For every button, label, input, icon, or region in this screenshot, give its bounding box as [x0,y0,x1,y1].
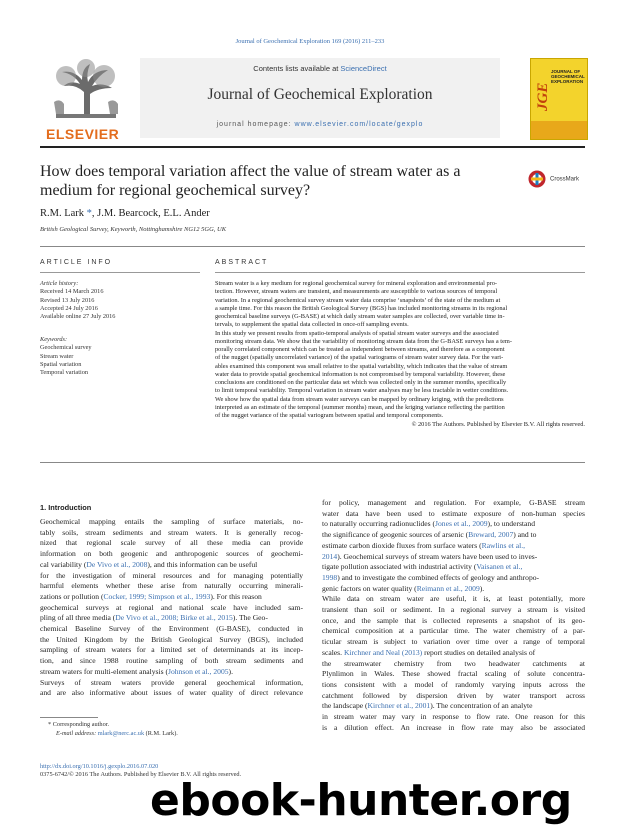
citation-link[interactable]: Rawlins et al., [481,540,526,550]
body-line: for policy, management and regulation. For example, G-BASE stream [322,498,585,507]
body-line: Surveys of stream waters provide general geochemical information, [40,677,303,687]
article-info-heading: ARTICLE INFO [40,259,113,266]
body-text: tigate pollution associated with industrial activity ( [322,562,477,572]
body-line: Geochemical mapping entails the sampling of surface materials, no- [40,517,303,526]
watermark: ebook-hunter.org [150,775,572,826]
abstract-line: In this study we present results from spatio-temporal analysis of spatial stream water surveys and the associated [215,329,499,337]
body-line: once, and the sample that is collected represents a snapshot of its geo- [322,615,585,625]
citation-link[interactable]: De Vivo et al., 2008 [86,559,148,569]
citation-link[interactable]: 1998 [322,572,338,582]
journal-cover[interactable] [530,58,588,140]
history-item: Revised 13 July 2016 [40,296,95,304]
article-info-rule [40,272,200,273]
body-text: ) and to investigate the combined effects of geology and anthropo- [337,572,540,582]
abstract-line: to limit temporal variability. Temporal variation in stream water analyses may be less tractable in wetter conditions. [215,387,509,395]
body-line [40,592,303,603]
body-line [322,541,585,552]
cover-abbrev: JGE [535,82,551,111]
footnote [48,721,178,738]
cover-title: JOURNAL OF GEOCHEMICAL EXPLORATION [551,69,585,84]
body-line [322,648,585,659]
corresponding-author-mark[interactable]: * [86,208,92,219]
author-list [40,208,210,219]
keyword-item: Geochemical survey [40,344,92,352]
citation-link[interactable]: Kirchner and Neal (2013) [343,647,423,657]
abstract-body [215,280,585,429]
abstract-line: We show how the spatial data from stream water surveys can be mapped by ordinary kriging, with the predictions [215,395,504,403]
abstract-line: tection. However, stream waters are transient, and measurements are susceptible to various sources of temporal [215,288,498,296]
affiliation: British Geological Survey, Keyworth, Nottinghamshire NG12 5GG, UK [40,226,227,233]
license-line: 0375-6742/© 2016 The Authors. Published by Elsevier B.V. All rights reserved. [40,771,242,779]
abstract-line: a sample time. For this reason the British Geological Survey (BGS) has included monitoring streams in its regional [215,304,508,312]
body-line: transient than soil or sediment. In a regional survey a stream is visited [322,605,585,615]
body-text: ). The concentration of an analyte [430,701,533,711]
abstract-rule [215,272,585,273]
body-text: the significance of geogenic sources of arsenic ( [322,530,469,540]
citation-link[interactable]: Cocker, 1999; Simpson et al., 1993 [103,591,211,601]
body-line [322,530,585,541]
body-text: cal variability ( [40,559,87,569]
crossmark-label: CrossMark [550,176,580,183]
footnote-rule [40,717,98,718]
body-line [322,584,585,595]
body-line: tion, and since 1988 routine sampling of both stream sediments and [40,656,303,666]
body-column-right [322,498,585,733]
journal-homepage [140,121,500,128]
body-text: ), and this information can be useful [147,559,258,569]
body-line: geochemical surveys at regional and national scale have included sam- [40,602,303,612]
keyword-item: Stream water [40,352,74,360]
abstract-line: conclusions are conditioned on the particular data set which was collected only in the summer months, specifically [215,379,507,387]
body-text: stream waters for multi-element analysis ( [40,666,168,676]
citation-link[interactable]: Vaisanen et al., [476,562,523,572]
abstract-line: tervals, to supplement the spatial data collected in once-off sampling events. [215,321,409,329]
history-item: Received 14 March 2016 [40,288,104,296]
body-line: the United Kingdom by the British Geological Survey (BGS), included [40,634,303,644]
body-line: sampling of stream waters for a limited set of determinands at its incep- [40,645,303,655]
body-line: chemical composition at a particular time. The water chemistry of a par- [322,626,585,636]
body-line: harmful elements whether these arise from naturally occurring minerali- [40,581,303,591]
body-line: in stream water may vary in response to flow rate. One reason for this [322,712,585,722]
abstract-divider [40,462,585,463]
body-line [322,562,585,573]
body-text: pling of all three media ( [40,613,116,623]
body-line: the streamwater chemistry from two headwater catchments at [322,658,585,668]
introduction-heading: 1. Introduction [40,503,92,512]
body-line: ticular stream is subject to variation over time over a range of temporal [322,637,585,647]
article-history [40,280,205,321]
citation-link[interactable]: Kirchner et al., 2001 [367,701,431,711]
body-text: ). [479,583,485,593]
citation-link[interactable]: 2014 [322,551,338,561]
citation-link[interactable]: Reimann et al., 2009 [416,583,480,593]
body-line [40,560,303,571]
history-item: Available online 27 July 2016 [40,313,116,321]
body-line: information on both geogenic and anthropogenic sources of geochemi- [40,549,303,559]
author-others[interactable]: , J.M. Bearcock, E.L. Ander [91,208,210,219]
author-1[interactable]: R.M. Lark [40,208,87,219]
body-text: ). For this reason [210,591,262,601]
body-line: catchment followed by dispersion driven by water transport across [322,690,585,700]
cover-strip [531,121,587,139]
email-label: E-mail address: [56,729,98,737]
abstract-line: ables examined this component was small relative to the spatial variability, which indicates that the value of stream [215,362,508,370]
abstract-line: porally correlated component which can be treated as independent between streams, and therefore as a component [215,346,505,354]
body-line: chemical Baseline Survey of the Environment (G-BASE), conducted in [40,624,303,634]
body-text: to naturally occurring radionuclides ( [322,519,436,529]
authors-divider [40,246,585,247]
abstract-heading: ABSTRACT [215,259,269,266]
elsevier-tree-icon [46,58,126,120]
footnote-email-line [48,730,178,739]
body-line [322,573,585,584]
keyword-item: Temporal variation [40,369,88,377]
title-line-2: medium for regional geochemical survey? [40,182,311,199]
homepage-link[interactable]: www.elsevier.com/locate/gexplo [294,121,424,128]
citation-link[interactable]: De Vivo et al., 2008; Birke et al., 2015 [115,613,233,623]
doi-link[interactable]: http://dx.doi.org/10.1016/j.gexplo.2016.07.020 [40,763,159,770]
body-line: for the investigation of mineral resources and for managing potentially [40,570,303,580]
body-column-left [40,517,303,699]
email-suffix: (R.M. Lark). [144,729,178,737]
abstract-line: variation. In a regional geochemical survey stream water data comprise ‘snapshots’ of the state of the medium at [215,296,501,304]
body-text: ). [228,666,233,676]
citation-link[interactable]: Breward, 2007 [468,530,514,540]
copyright-line: © 2016 The Authors. Published by Elsevier B.V. All rights reserved. [411,420,585,428]
body-line: is a dilution effect. An increase in flow rate may also be associated [322,722,585,732]
body-line [40,613,303,624]
history-item: Accepted 24 July 2016 [40,304,98,312]
body-line: Plynlimon in Wales. These showed fractal scaling of solute concentra- [322,669,585,679]
crossmark-button[interactable] [528,170,598,188]
citation-link[interactable]: Jones et al., 2009 [435,519,488,529]
body-line: nized that regional scale survey of all these media can provide [40,538,303,548]
keywords-label: Keywords: [40,336,68,343]
abstract-line: of the nugget (spatially uncorrelated variance) of the spatial variograms of stream water survey data. For the vari- [215,354,504,362]
contents-line [140,64,500,73]
contents-prefix: Contents lists available at [253,64,341,73]
journal-header [140,58,500,138]
footnote-corresponding: * Corresponding author. [48,721,110,728]
article-title [40,162,480,200]
body-line: water data have been used to estimate exposure of non-human species [322,508,585,518]
journal-title[interactable]: Journal of Geochemical Exploration [207,86,433,103]
body-line [322,701,585,712]
body-text: scales. [322,647,344,657]
abstract-line: geochemical baseline surveys (G-BASE) at which daily stream water samples are collected, over variable time in- [215,313,505,321]
body-text: estimate carbon dioxide fluxes from surface waters ( [322,540,482,550]
body-line [322,552,585,563]
abstract-line: interpreted as an estimate of the temporal (summer months) mean, and the kriging variance reflecting the partition [215,403,505,411]
body-line [322,519,585,530]
homepage-label: journal homepage: [216,121,295,128]
body-text: the landscape ( [322,701,368,711]
body-text: ), to understand [487,519,535,529]
email-link[interactable]: mlark@nerc.ac.uk [97,729,145,737]
abstract-line: of the nugget variance of the spatial variogram between spatial and temporal components. [215,412,444,420]
body-line [40,667,303,678]
body-line: and are also informative about issues of water quality of direct relevance [40,688,303,698]
abstract-line: monitoring stream data. We show that the variability of monitoring stream data from the G-BASE surveys has a tem- [215,337,512,345]
history-label: Article history: [40,280,79,287]
body-text: genic factors on water quality ( [322,583,417,593]
body-text: report studies on detailed analysis of [422,647,536,657]
running-head[interactable]: Journal of Geochemical Exploration 169 (2016) 211–233 [235,38,385,45]
publisher-logo-text: ELSEVIER [46,126,120,142]
body-line: tably soils, stream sediments and stream waters. It is generally recog- [40,527,303,537]
header-divider [40,146,585,148]
crossmark-icon [528,170,546,188]
citation-link[interactable]: Johnson et al., 2005 [168,666,229,676]
keywords [40,336,205,377]
keyword-item: Spatial variation [40,360,82,368]
body-line: tions consistent with a model of randomly varying inputs across the [322,679,585,689]
body-text: zations or pollution ( [40,591,104,601]
abstract-line: Stream water is a key medium for regional geochemical survey for mineral exploration and environmental pro- [215,280,498,287]
body-text: ). Geochemical surveys of stream waters have been used to inves- [337,551,538,561]
title-line-1: How does temporal variation affect the value of stream water as a [40,163,461,180]
body-line: While data on stream water are useful, it is, at least potentially, more [322,594,585,604]
sciencedirect-link[interactable]: ScienceDirect [340,64,387,73]
body-text: ) and to [513,530,537,540]
abstract-line: water data to provide spatial geochemical information is not compromised by temporal variability. However, these [215,370,506,378]
elsevier-logo[interactable] [40,58,134,142]
body-text: ). The Geo- [232,613,268,623]
